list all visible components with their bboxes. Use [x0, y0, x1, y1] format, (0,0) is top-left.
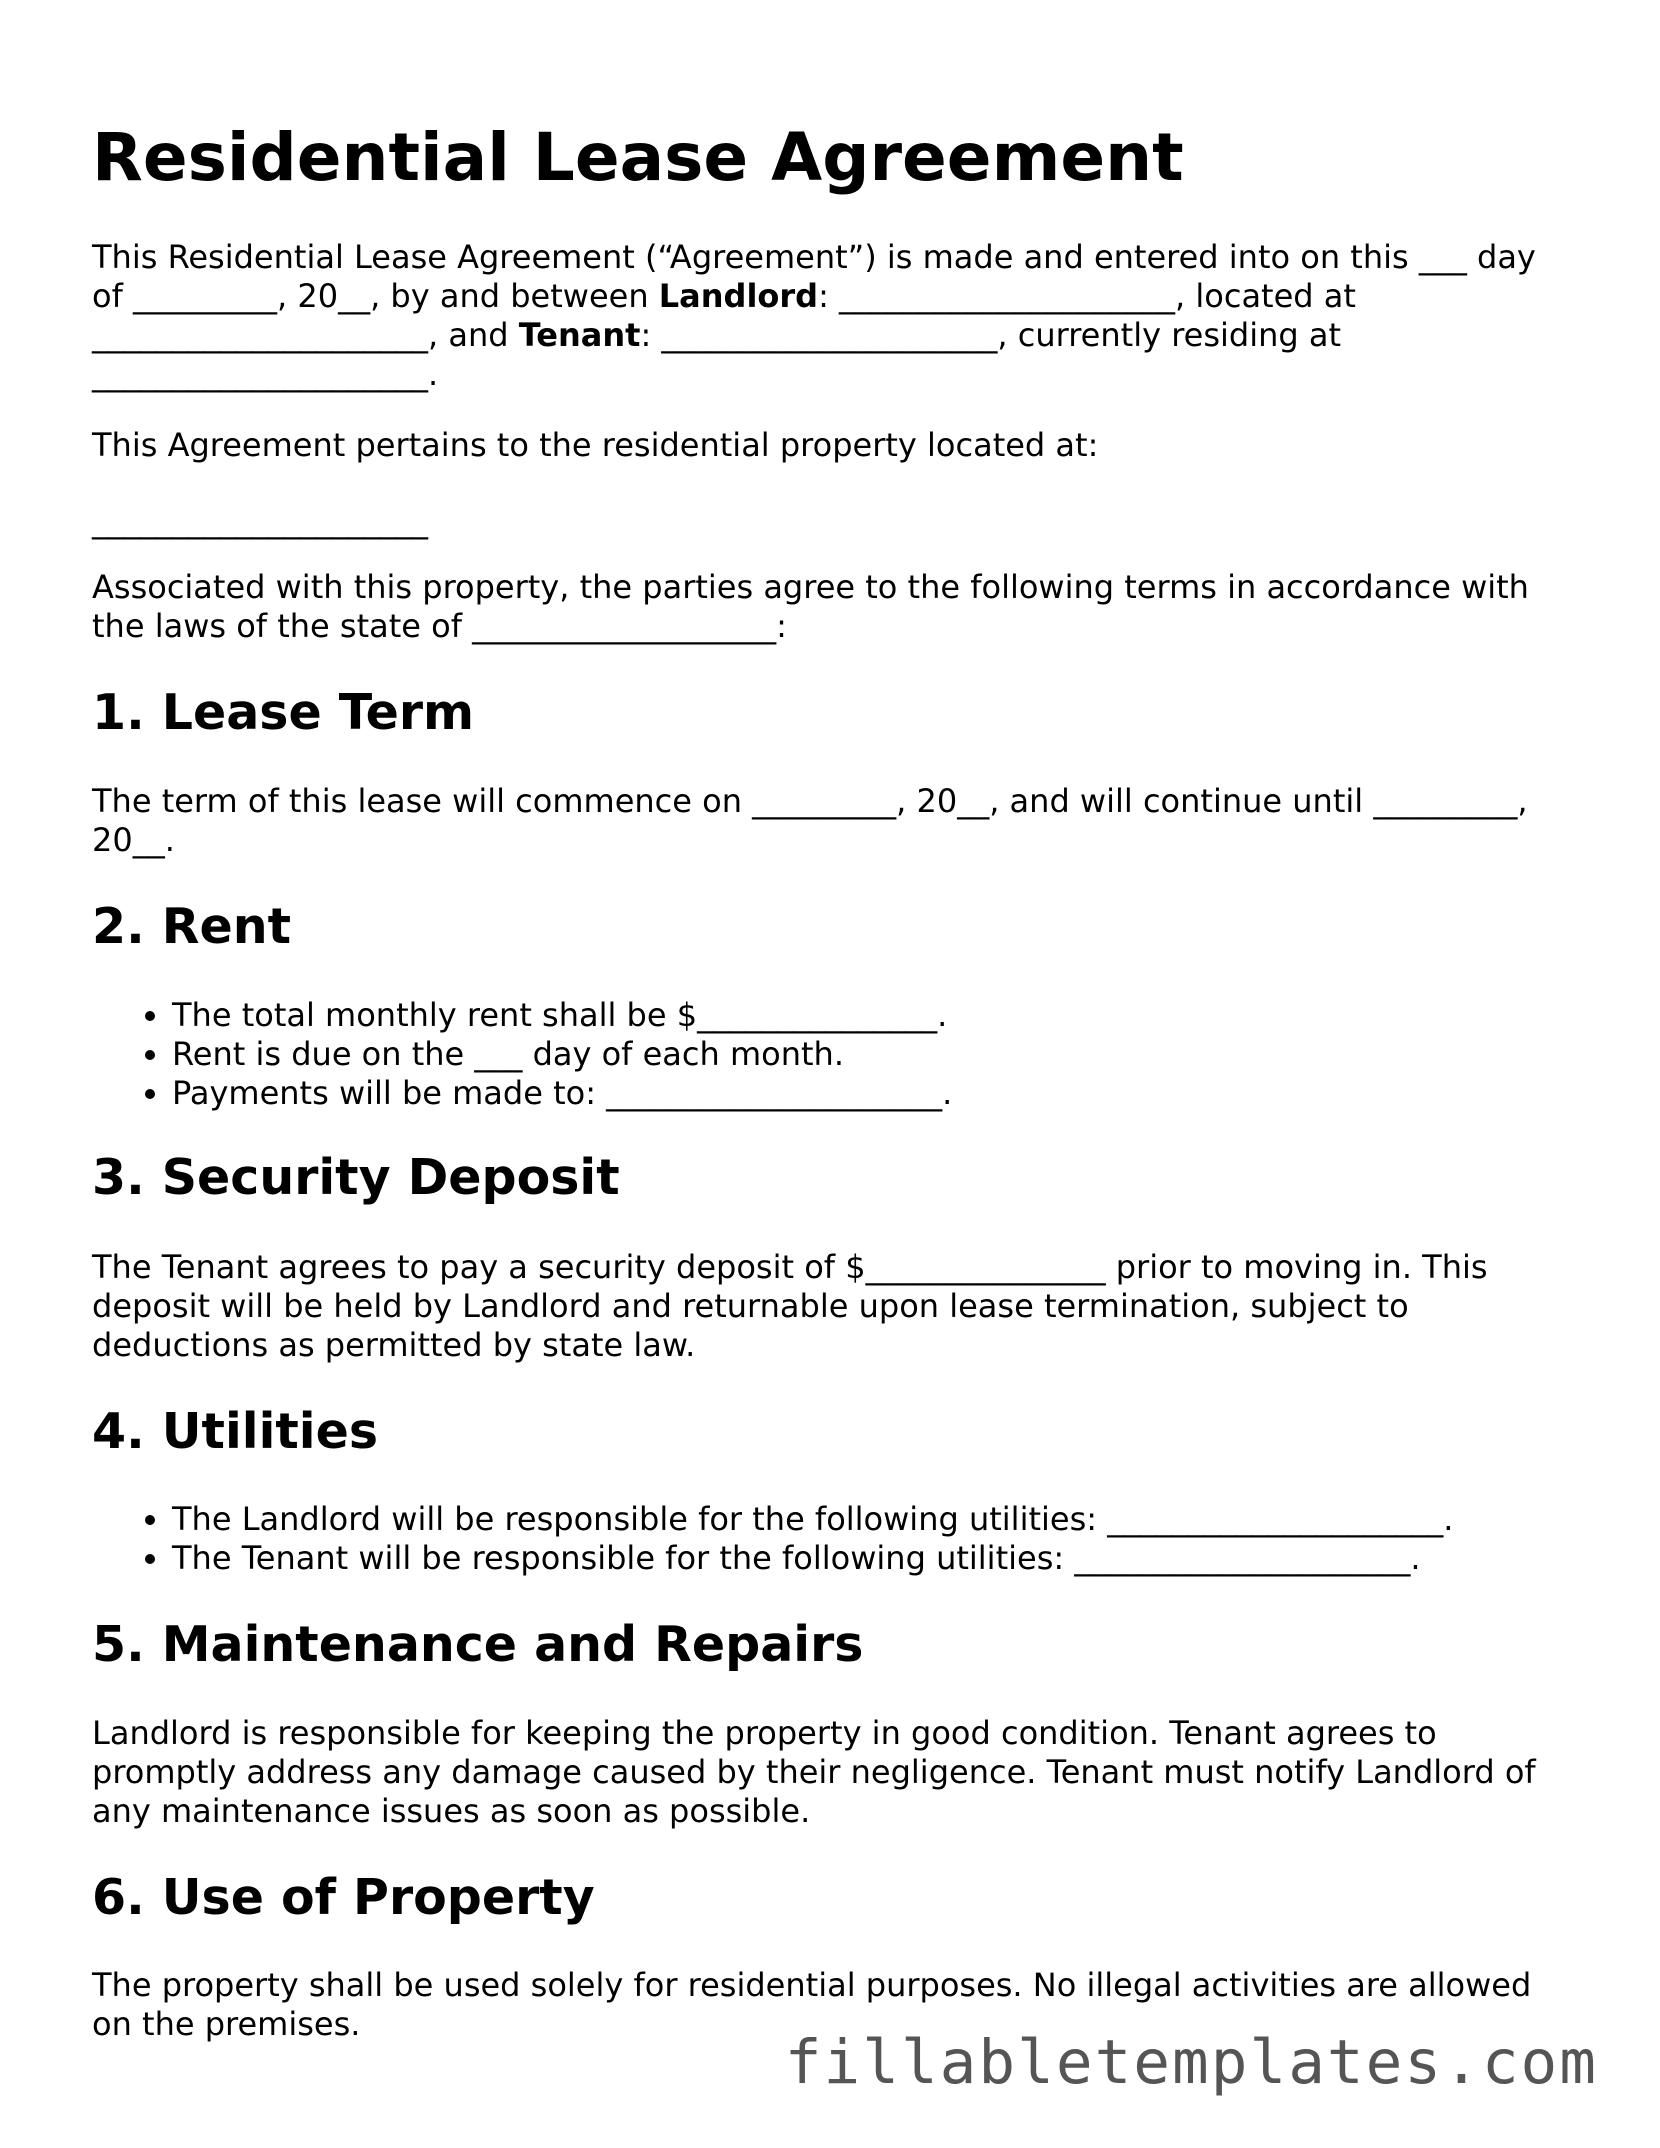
intro-text-3: : _____________________, currently residing at _____________________.	[92, 316, 1342, 393]
list-item: • The total monthly rent shall be $_______________.	[172, 996, 1572, 1035]
section-heading-rent: 2. Rent	[92, 898, 292, 955]
intro-paragraph	[92, 238, 1572, 394]
rent-list	[92, 996, 1572, 1113]
intro-text-2: : _____________________, located at _____________________, and	[92, 277, 1356, 354]
property-address-blank: _____________________	[92, 502, 428, 540]
section-heading-security-deposit: 3. Security Deposit	[92, 1149, 620, 1206]
document-title: Residential Lease Agreement	[92, 119, 1184, 196]
list-item: • The Tenant will be responsible for the following utilities: _____________________.	[172, 1539, 1572, 1578]
lease-term-text: The term of this lease will commence on _________, 20__, and will continue until _________, 20__.	[92, 782, 1528, 859]
utilities-list	[92, 1500, 1572, 1578]
list-item: • The Landlord will be responsible for the following utilities: _____________________.	[172, 1500, 1572, 1539]
list-item: • Payments will be made to: _____________________.	[172, 1074, 1572, 1113]
use-of-property-text: The property shall be used solely for residential purposes. No illegal activities are allowed on the premises.	[92, 1966, 1532, 2043]
associated-paragraph: Associated with this property, the parties agree to the following terms in accordance with the laws of the state of ___________________:	[92, 568, 1529, 645]
section-heading-utilities: 4. Utilities	[92, 1403, 378, 1460]
intro-text-1: This Residential Lease Agreement (“Agreement”) is made and entered into on this ___ day of _________, 20__, by and between	[92, 238, 1536, 315]
list-item: • Rent is due on the ___ day of each month.	[172, 1035, 1572, 1074]
landlord-label: Landlord	[658, 277, 819, 315]
tenant-label: Tenant	[518, 316, 641, 354]
maintenance-text: Landlord is responsible for keeping the property in good condition. Tenant agrees to promptly address any damage caused by their negligence. Tenant must notify Landlord of any maintenance issues as soon as possible.	[92, 1714, 1536, 1830]
section-heading-use-of-property: 6. Use of Property	[92, 1869, 595, 1926]
property-intro: This Agreement pertains to the residential property located at:	[92, 426, 1099, 464]
security-deposit-text: The Tenant agrees to pay a security deposit of $_______________ prior to moving in. This deposit will be held by Landlord and returnable upon lease termination, subject to deductions as permitted by state law.	[92, 1248, 1488, 1364]
watermark: fillabletemplates.com	[784, 2027, 1598, 2098]
section-heading-lease-term: 1. Lease Term	[92, 684, 475, 741]
section-heading-maintenance: 5. Maintenance and Repairs	[92, 1616, 864, 1673]
